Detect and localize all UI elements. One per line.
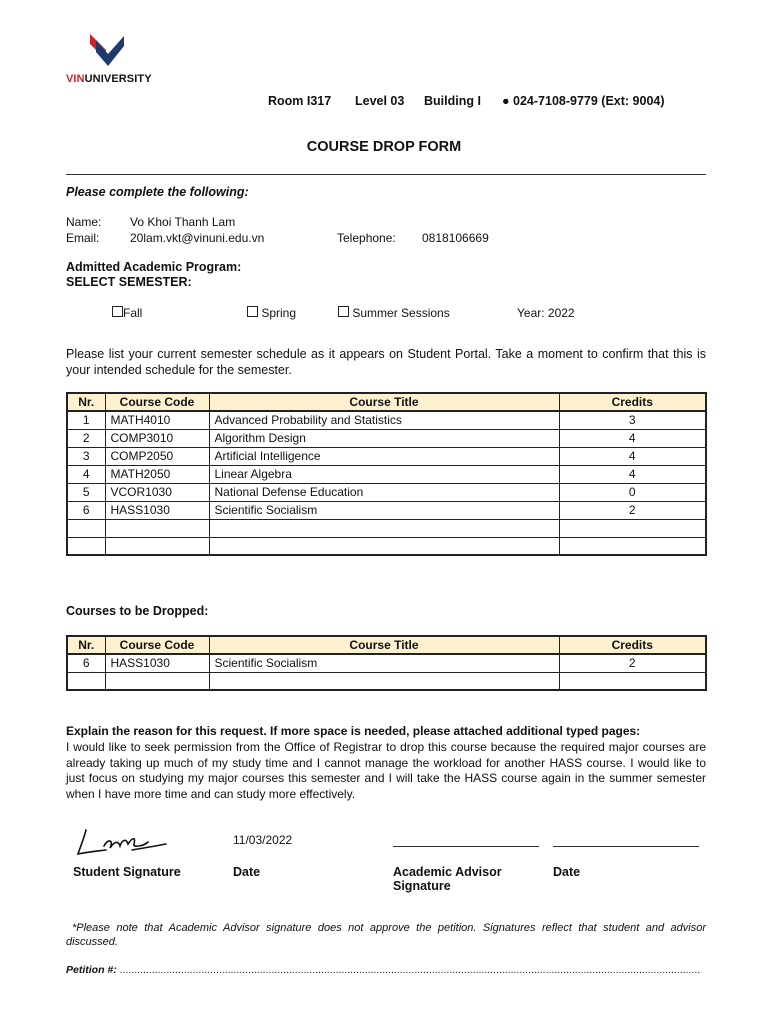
student-date-value: 11/03/2022: [233, 833, 293, 847]
email-label: Email:: [66, 231, 100, 245]
table-row-empty: [67, 519, 706, 537]
building-info: Building I: [424, 94, 481, 108]
date-label: Date: [233, 865, 261, 879]
advisor-date-line[interactable]: [553, 846, 699, 847]
bullet-icon: ●: [502, 94, 514, 108]
header-title: Course Title: [209, 393, 559, 411]
university-name: VINUNIVERSITY: [66, 73, 152, 85]
semester-label: SELECT SEMESTER:: [66, 275, 192, 289]
header-code: Course Code: [105, 636, 209, 654]
telephone-label: Telephone:: [337, 231, 396, 245]
header-title: Course Title: [209, 636, 559, 654]
header-credits: Credits: [559, 393, 706, 411]
program-label: Admitted Academic Program:: [66, 260, 242, 274]
reason-label: Explain the reason for this request. If more space is needed, please attached additional typed pages:: [66, 724, 641, 738]
table-row-empty: [67, 672, 706, 690]
title-divider: [66, 174, 706, 175]
vinuni-logo-icon: [88, 30, 128, 70]
email-value: 20lam.vkt@vinuni.edu.vn: [130, 231, 265, 245]
petition-field: Petition #: .......................................................................................................................................................................................................: [66, 964, 701, 976]
level-info: Level 03: [355, 94, 405, 108]
table-row: 1 MATH4010 Advanced Probability and Statistics 3: [67, 411, 706, 429]
table-row: 6 HASS1030 Scientific Socialism 2: [67, 501, 706, 519]
spring-checkbox[interactable]: [247, 306, 258, 317]
fall-checkbox[interactable]: [112, 306, 123, 317]
advisor-signature-line[interactable]: [393, 846, 539, 847]
table-row: 2 COMP3010 Algorithm Design 4: [67, 429, 706, 447]
header-code: Course Code: [105, 393, 209, 411]
phone-info: ● 024-7108-9779 (Ext: 9004): [502, 94, 665, 108]
instruction-text: Please complete the following:: [66, 185, 249, 199]
fall-option[interactable]: Fall: [112, 306, 142, 320]
table-row: 3 COMP2050 Artificial Intelligence 4: [67, 447, 706, 465]
student-signature-label: Student Signature: [73, 865, 181, 879]
reason-text: I would like to seek permission from the Office of Registrar to drop this course because the required major courses are already taking up much of my study time and I cannot manage the workload for another HASS course. I would like to just focus on studying my major courses this semester and I will take the HASS course again in the summer semester when I have more time and can study more effectively.: [66, 740, 706, 801]
student-signature-icon: [74, 826, 170, 860]
summer-checkbox[interactable]: [338, 306, 349, 317]
schedule-table: [66, 392, 707, 556]
advisor-signature-label: Academic Advisor Signature: [393, 865, 502, 893]
year-value: Year: 2022: [517, 306, 575, 320]
schedule-intro: Please list your current semester schedule as it appears on Student Portal. Take a moment to confirm that this is your intended schedule for the semester.: [66, 347, 706, 377]
table-row-empty: [67, 537, 706, 555]
advisor-note: *Please note that Academic Advisor signature does not approve the petition. Signatures reflect that student and advisor discussed.: [66, 922, 706, 948]
name-label: Name:: [66, 215, 102, 229]
spring-option[interactable]: Spring: [247, 306, 296, 320]
telephone-value: 0818106669: [422, 231, 489, 245]
header-credits: Credits: [559, 636, 706, 654]
room-info: Room I317: [268, 94, 332, 108]
name-value: Vo Khoi Thanh Lam: [130, 215, 236, 229]
dropped-label: Courses to be Dropped:: [66, 604, 209, 618]
table-row: 6 HASS1030 Scientific Socialism 2: [67, 654, 706, 672]
table-row: 4 MATH2050 Linear Algebra 4: [67, 465, 706, 483]
dropped-table: [66, 635, 707, 691]
table-row: 5 VCOR1030 National Defense Education 0: [67, 483, 706, 501]
advisor-date-label: Date: [553, 865, 581, 879]
form-title: COURSE DROP FORM: [306, 139, 462, 155]
header-nr: Nr.: [67, 636, 105, 654]
summer-option[interactable]: Summer Sessions: [338, 306, 450, 320]
header-nr: Nr.: [67, 393, 105, 411]
